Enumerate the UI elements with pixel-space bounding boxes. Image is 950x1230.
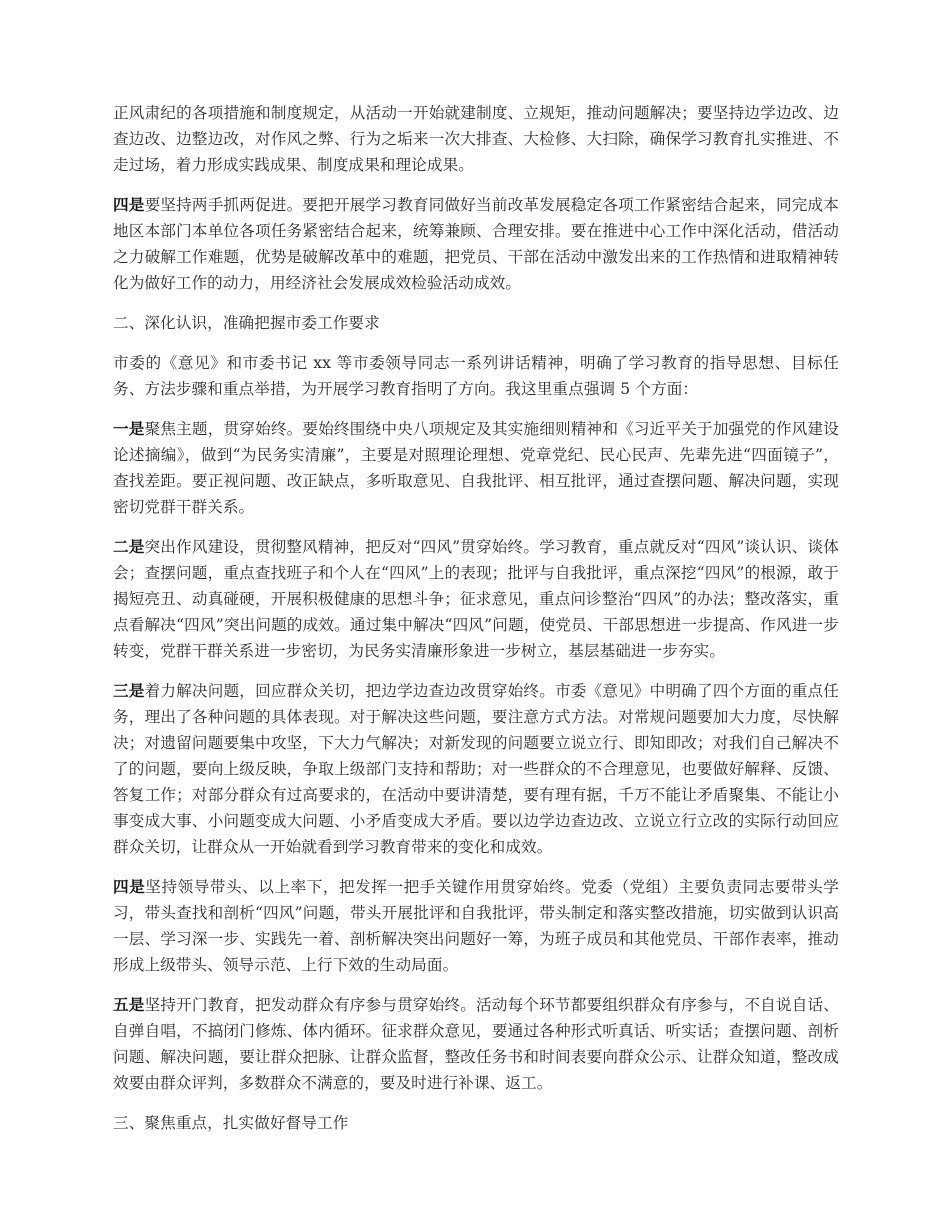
section-heading-two: [113, 310, 839, 336]
paragraph-point-four: [113, 874, 839, 978]
paragraph-text: 坚持领导带头、以上率下，把发挥一把手关键作用贯穿始终。党委（党组）主要负责同志要带头学习，带头查找和剖析“四风”问题，带头开展批评和自我批评，带头制定和落实整改措施，切实做到认识高一层、学习深一步、实践先一着、剖析解决突出问题好一筹，为班子成员和其他党员、干部作表率，推动形成上级带头、领导示范、上行下效的生动局面。: [113, 878, 839, 974]
paragraph-lead-in: 五是: [113, 995, 145, 1014]
paragraph-text: 突出作风建设，贯彻整风精神，把反对“四风”贯穿始终。学习教育，重点就反对“四风”谈认识、谈体会；查摆问题，重点查找班子和个人在“四风”上的表现；批评与自我批评，重点深挖“四风”的根源，敢于揭短亮丑、动真碰硬，开展积极健康的思想斗争；征求意见，重点问诊整治“四风”的办法；整改落实，重点看解决“四风”突出问题的成效。通过集中解决“四风”问题，使党员、干部思想进一步提高、作风进一步转变，党群干群关系进一步密切，为民务实清廉形象进一步树立，基层基础进一步夯实。: [113, 538, 839, 660]
section-heading-text: 三、聚焦重点，扎实做好督导工作: [113, 1114, 349, 1132]
paragraph-point-three: [113, 678, 839, 860]
document-body: [113, 100, 839, 1136]
paragraph-lead-in: 三是: [113, 681, 145, 700]
paragraph-text: 市委的《意见》和市委书记 xx 等市委领导同志一系列讲话精神，明确了学习教育的指导思想、目标任务、方法步骤和重点举措，为开展学习教育指明了方向。我这里重点强调 5 个方面：: [113, 354, 839, 398]
paragraph-point-five: [113, 992, 839, 1096]
paragraph-lead-in: 一是: [113, 419, 145, 438]
paragraph-lead-in: 二是: [113, 537, 145, 556]
paragraph-text: 聚焦主题，贯穿始终。要始终围绕中央八项规定及其实施细则精神和《习近平关于加强党的作风建设论述摘编》，做到“为民务实清廉”，主要是对照理论理想、党章党纪、民心民声、先辈先进“四面镜子”，查找差距。要正视问题、改正缺点，多听取意见、自我批评、相互批评，通过查摆问题、解决问题，实现密切党群干群关系。: [113, 420, 840, 516]
section-heading-three: [113, 1110, 839, 1136]
paragraph-point-one: [113, 416, 839, 520]
paragraph-point-two: [113, 534, 839, 664]
paragraph-lead-in: 四是: [113, 195, 145, 214]
section-heading-text: 二、深化认识，准确把握市委工作要求: [113, 314, 380, 332]
paragraph-continuation: [113, 100, 839, 178]
paragraph-point-four-first: [113, 192, 839, 296]
paragraph-text: 坚持开门教育，把发动群众有序参与贯穿始终。活动每个环节都要组织群众有序参与，不自说自话、自弹自唱，不搞闭门修炼、体内循环。征求群众意见，要通过各种形式听真话、听实话；查摆问题、剖析问题、解决问题，要让群众把脉、让群众监督，整改任务书和时间表要向群众公示、让群众知道，整改成效要由群众评判，多数群众不满意的，要及时进行补课、返工。: [113, 996, 840, 1092]
paragraph-lead-in: 四是: [113, 877, 146, 896]
paragraph-section-two-intro: [113, 350, 839, 402]
paragraph-text: 要坚持两手抓两促进。要把开展学习教育同做好当前改革发展稳定各项工作紧密结合起来，同完成本地区本部门本单位各项任务紧密结合起来，统筹兼顾、合理安排。要在推进中心工作中深化活动，借活动之力破解工作难题，优势是破解改革中的难题，把党员、干部在活动中激发出来的工作热情和进取精神转化为做好工作的动力，用经济社会发展成效检验活动成效。: [113, 196, 840, 292]
paragraph-text: 着力解决问题，回应群众关切，把边学边查边改贯穿始终。市委《意见》中明确了四个方面的重点任务，理出了各种问题的具体表现。对于解决这些问题，要注意方式方法。对常规问题要加大力度，尽快解决；对遗留问题要集中攻坚，下大力气解决；对新发现的问题要立说立行、即知即改；对我们自己解决不了的问题，要向上级反映，争取上级部门支持和帮助；对一些群众的不合理意见，也要做好解释、反馈、答复工作；对部分群众有过高要求的，在活动中要讲清楚，要有理有据，千万不能让矛盾聚集、不能让小事变成大事、小问题变成大问题、小矛盾变成大矛盾。要以边学边查边改、立说立行立改的实际行动回应群众关切，让群众从一开始就看到学习教育带来的变化和成效。: [113, 682, 840, 856]
paragraph-text: 正风肃纪的各项措施和制度规定，从活动一开始就建制度、立规矩，推动问题解决；要坚持边学边改、边查边改、边整边改，对作风之弊、行为之垢来一次大排查、大检修、大扫除，确保学习教育扎实推进、不走过场，着力形成实践成果、制度成果和理论成果。: [113, 104, 839, 174]
